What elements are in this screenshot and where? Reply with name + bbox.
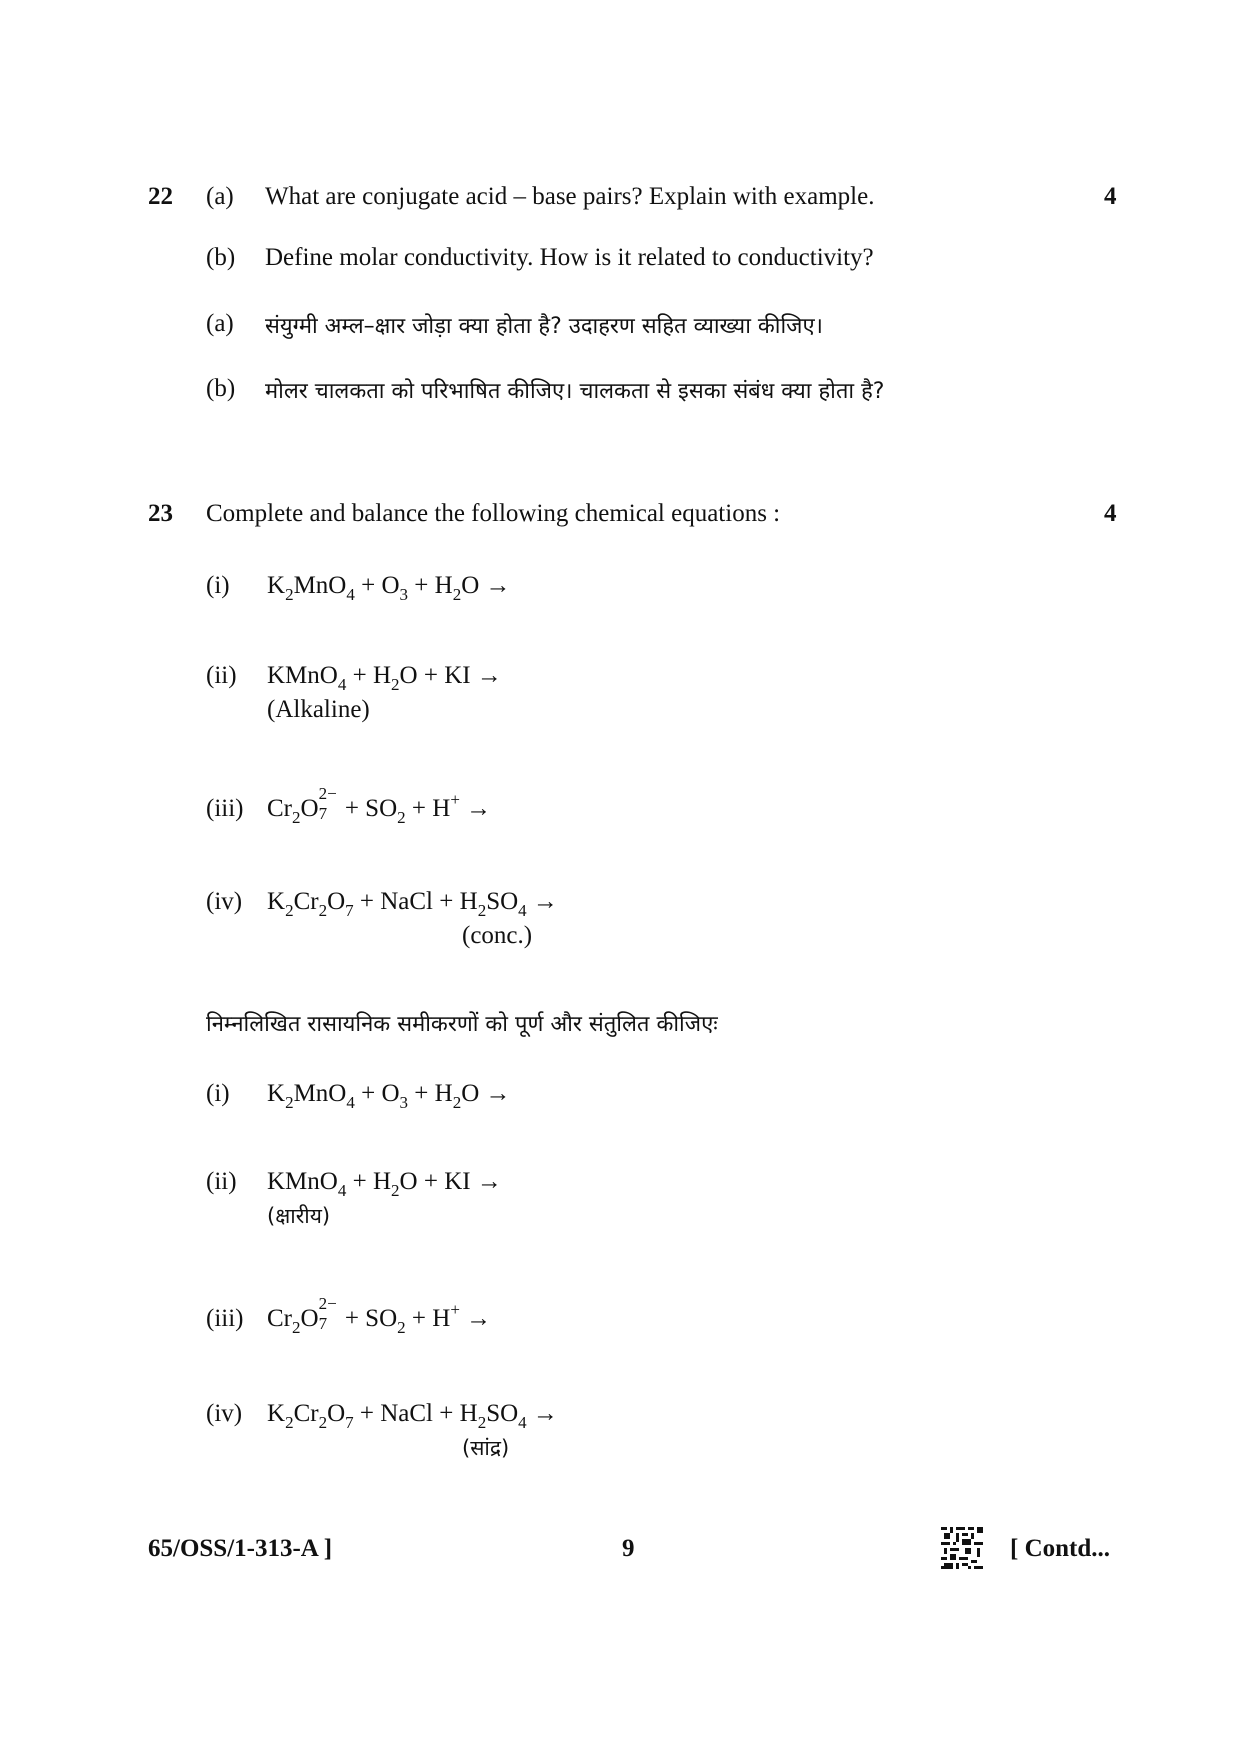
eq-hi-iii-label: (iii) xyxy=(206,1305,244,1332)
eq-en-i: $K_2MnO_4 + O_3 + H_2O$ → xyxy=(267,572,511,604)
q23-instruction-en: Complete and balance the following chemical equations : xyxy=(206,500,781,527)
page-number: 9 xyxy=(622,1535,635,1562)
eq-hi-ii: KMnO$_4$ + $H_2O$ + KI → xyxy=(267,1168,502,1200)
eq-en-i-label: (i) xyxy=(206,572,230,599)
q22-marks: 4 xyxy=(1104,183,1117,210)
eq-en-ii: KMnO$_4$ + $H_2O$ + KI → xyxy=(267,662,502,694)
q22-part-a-label: (a) xyxy=(206,183,234,210)
eq-en-iii-label: (iii) xyxy=(206,795,244,822)
q22-part-b-text: Define molar conductivity. How is it related to conductivity? xyxy=(265,244,874,271)
eq-en-iv: $K_2Cr_2O_7$ + NaCl + $H_2SO_4$ → xyxy=(267,888,558,920)
q23-instruction-hi: निम्नलिखित रासायनिक समीकरणों को पूर्ण और संतुलित कीजिएः xyxy=(206,1012,718,1037)
eq-hi-ii-label: (ii) xyxy=(206,1168,237,1195)
qr-code-icon xyxy=(941,1527,983,1569)
q22-hi-part-b-text: मोलर चालकता को परिभाषित कीजिए। चालकता से इसका संबंध क्या होता है? xyxy=(265,379,885,404)
eq-en-iv-label: (iv) xyxy=(206,888,243,915)
question-22-number: 22 xyxy=(148,183,173,210)
q23-marks: 4 xyxy=(1104,500,1117,527)
q22-part-a-text: What are conjugate acid – base pairs? Explain with example. xyxy=(265,183,875,210)
eq-hi-i-label: (i) xyxy=(206,1080,230,1107)
eq-hi-iii: $Cr_2O$ 2− 7 + $SO_2 + H^+$ → xyxy=(267,1294,492,1337)
q22-hi-part-b-label: (b) xyxy=(206,375,236,402)
eq-hi-iv-condition: (सांद्र) xyxy=(462,1436,510,1460)
paper-code: 65/OSS/1-313-A ] xyxy=(148,1535,333,1562)
eq-hi-iv: $K_2Cr_2O_7$ + NaCl + $H_2SO_4$ → xyxy=(267,1400,558,1432)
q22-part-b-label: (b) xyxy=(206,244,236,271)
continued-label: [ Contd... xyxy=(1010,1535,1111,1562)
eq-hi-ii-condition: (क्षारीय) xyxy=(267,1204,331,1228)
eq-hi-iv-label: (iv) xyxy=(206,1400,243,1427)
eq-en-ii-label: (ii) xyxy=(206,662,237,689)
q22-hi-part-a-label: (a) xyxy=(206,310,234,337)
eq-en-ii-condition: (Alkaline) xyxy=(267,696,370,723)
eq-en-iii: $Cr_2O$ 2− 7 + $SO_2 + H^+$ → xyxy=(267,784,492,827)
q22-hi-part-a-text: संयुग्मी अम्ल–क्षार जोड़ा क्या होता है? उदाहरण सहित व्याख्या कीजिए। xyxy=(265,314,824,339)
eq-en-iv-condition: (conc.) xyxy=(462,922,533,949)
question-23-number: 23 xyxy=(148,500,173,527)
eq-hi-i: $K_2MnO_4 + O_3 + H_2O$ → xyxy=(267,1080,511,1112)
